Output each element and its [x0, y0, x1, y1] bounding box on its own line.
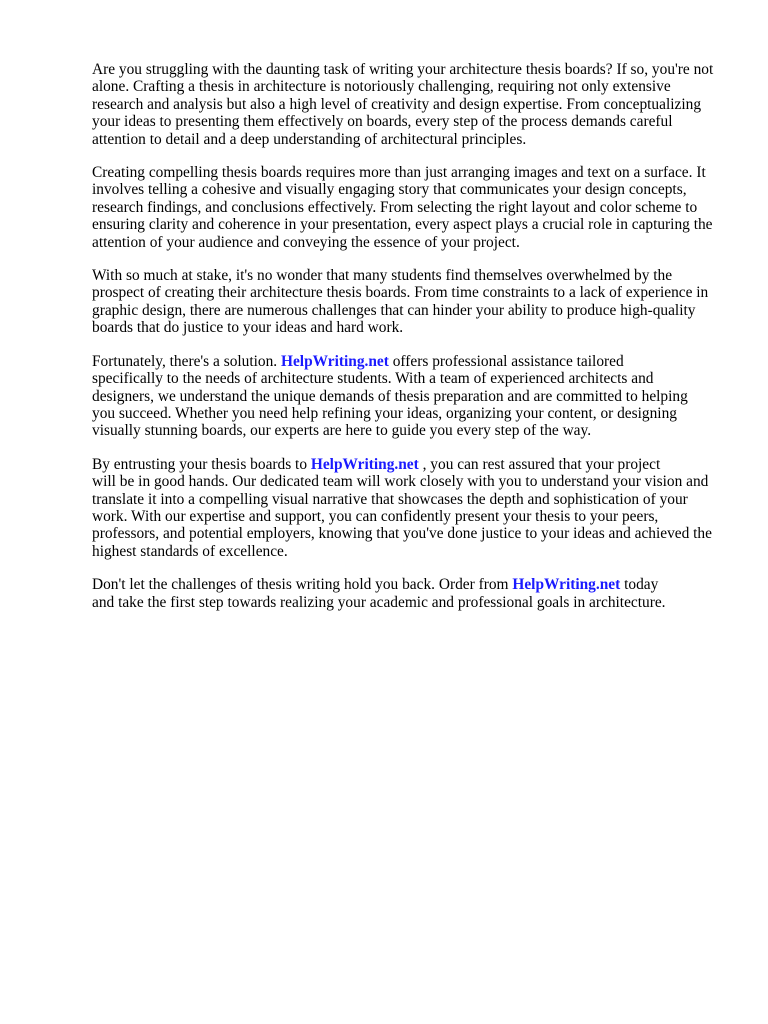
paragraph-text-after: offers professional assistance tailored specifically to the needs of architecture students. With a team of experienced architects and designers, we understand the unique demands of thesis preparation and are committed to helping you succeed. Whether you need help refining your ideas, organizing your content, or designing visually stunning boards, our experts are here to guide you every step of the way. [92, 352, 688, 440]
paragraph-text-after: , you can rest assured that your project will be in good hands. Our dedicated team will work closely with you to understand your vision and translate it into a compelling visual narrative that showcases the depth and sophistication of your work. With our expertise and support, you can confidently present your thesis to your peers, professors, and potential employers, knowing that you've done justice to your ideas and achieved the highest standards of excellence. [92, 455, 712, 560]
paragraph-text-after: today and take the first step towards realizing your academic and professional goals in architecture. [92, 576, 666, 611]
helpwriting-link[interactable]: HelpWriting.net [281, 352, 389, 370]
paragraph-call-to-action [92, 576, 720, 611]
paragraph-text: With so much at stake, it's no wonder that many students find themselves overwhelmed by the prospect of creating their architecture thesis boards. From time constraints to a lack of experience in graphic design, there are numerous challenges that can hinder your ability to produce high-quality boards that do justice to your ideas and hard work. [92, 267, 709, 337]
paragraph-solution [92, 353, 720, 440]
paragraph-overwhelmed [92, 267, 720, 337]
paragraph-compelling-boards [92, 164, 720, 251]
paragraph-text-before: By entrusting your thesis boards to [92, 455, 311, 473]
paragraph-text: Creating compelling thesis boards requires more than just arranging images and text on a surface. It involves telling a cohesive and visually engaging story that communicates your design concepts, research findings, and conclusions effectively. From selecting the right layout and color scheme to ensuring clarity and coherence in your presentation, every aspect plays a crucial role in capturing the attention of your audience and conveying the essence of your project. [92, 164, 713, 251]
helpwriting-link[interactable]: HelpWriting.net [512, 576, 621, 594]
paragraph-text-before: Don't let the challenges of thesis writing hold you back. Order from [92, 576, 513, 594]
paragraph-entrusting [92, 456, 720, 560]
paragraph-text: Are you struggling with the daunting task of writing your architecture thesis boards? If so, you're not alone. Crafting a thesis in architecture is notoriously challenging, requiring not only extensive research and analysis but also a high level of creativity and design expertise. From conceptualizing your ideas to presenting them effectively on boards, every step of the process demands careful attention to detail and a deep understanding of architectural principles. [92, 61, 714, 148]
paragraph-intro [92, 61, 720, 148]
paragraph-text-before: Fortunately, there's a solution. [92, 352, 281, 370]
helpwriting-link[interactable]: HelpWriting.net [310, 455, 419, 473]
